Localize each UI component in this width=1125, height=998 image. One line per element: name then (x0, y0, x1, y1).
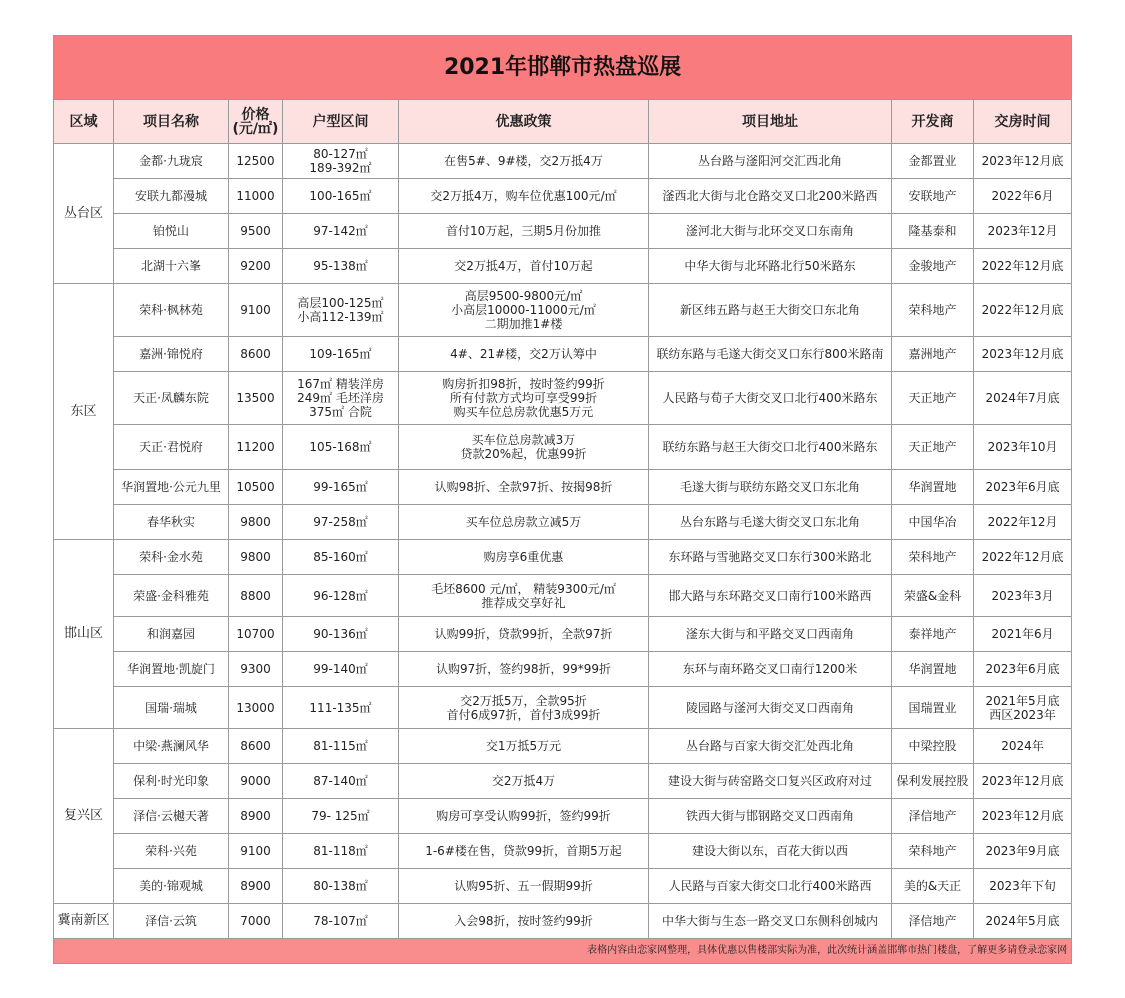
policy-cell (399, 869, 649, 904)
layout-cell (283, 652, 399, 687)
policy-cell-line: 小高层10000-11000元/㎡ (451, 303, 596, 317)
region-cell: 邯山区 (54, 540, 114, 729)
layout-cell (283, 904, 399, 939)
table-row (54, 214, 1072, 249)
layout-cell (283, 575, 399, 617)
price-cell: 10700 (229, 617, 283, 652)
project-name-cell: 泽信·云樾天著 (114, 799, 229, 834)
table-row (54, 337, 1072, 372)
layout-cell-line: 81-115㎡ (313, 739, 368, 753)
policy-cell (399, 652, 649, 687)
layout-cell (283, 425, 399, 470)
header-developer: 开发商 (892, 100, 974, 144)
project-name-cell: 嘉洲·锦悦府 (114, 337, 229, 372)
project-name-cell: 华润置地·公元九里 (114, 470, 229, 505)
price-cell: 9300 (229, 652, 283, 687)
header-policy: 优惠政策 (399, 100, 649, 144)
delivery-cell (974, 505, 1072, 540)
delivery-cell-line: 2022年12月 (987, 515, 1058, 529)
layout-cell (283, 470, 399, 505)
layout-cell (283, 687, 399, 729)
price-cell: 9500 (229, 214, 283, 249)
project-name-cell: 泽信·云筑 (114, 904, 229, 939)
policy-cell (399, 834, 649, 869)
delivery-cell-line: 2023年12月底 (981, 774, 1064, 788)
layout-cell (283, 284, 399, 337)
table-row (54, 505, 1072, 540)
layout-cell-line: 249㎡ 毛坯洋房 (297, 391, 384, 405)
delivery-cell-line: 西区2023年 (989, 707, 1056, 722)
price-cell: 8600 (229, 337, 283, 372)
address-cell: 丛台东路与毛遂大街交叉口东北角 (649, 505, 892, 540)
policy-cell (399, 249, 649, 284)
policy-cell-line: 交2万抵4万，首付10万起 (454, 259, 593, 273)
developer-cell: 荣科地产 (892, 540, 974, 575)
project-name-cell: 华润置地·凯旋门 (114, 652, 229, 687)
policy-cell-line: 1-6#楼在售，贷款99折，首期5万起 (425, 844, 622, 858)
policy-cell-line: 入会98折，按时签约99折 (454, 914, 593, 928)
layout-cell (283, 337, 399, 372)
price-cell: 11000 (229, 179, 283, 214)
price-cell: 11200 (229, 425, 283, 470)
table-row (54, 729, 1072, 764)
layout-cell (283, 869, 399, 904)
region-cell: 丛台区 (54, 144, 114, 284)
layout-cell (283, 799, 399, 834)
layout-cell-line: 105-168㎡ (309, 440, 372, 454)
delivery-cell-line: 2024年5月底 (985, 914, 1060, 928)
delivery-cell (974, 284, 1072, 337)
policy-cell (399, 799, 649, 834)
layout-cell (283, 764, 399, 799)
address-cell: 滏河北大街与北环交叉口东南角 (649, 214, 892, 249)
policy-cell-line: 认购99折，贷款99折，全款97折 (434, 627, 613, 641)
layout-cell-line: 99-165㎡ (313, 480, 368, 494)
policy-cell (399, 904, 649, 939)
developer-cell: 美的&天正 (892, 869, 974, 904)
address-cell: 人民路与百家大街交口北行400米路西 (649, 869, 892, 904)
project-name-cell: 春华秋实 (114, 505, 229, 540)
layout-cell-line: 109-165㎡ (309, 347, 372, 361)
page-title: 2021年邯郸市热盘巡展 (54, 36, 1072, 100)
price-cell: 7000 (229, 904, 283, 939)
policy-cell (399, 144, 649, 179)
policy-cell (399, 214, 649, 249)
region-cell: 东区 (54, 284, 114, 540)
address-cell: 联纺东路与毛遂大街交叉口东行800米路南 (649, 337, 892, 372)
policy-cell (399, 575, 649, 617)
delivery-cell-line: 2024年7月底 (985, 391, 1060, 405)
table-row (54, 687, 1072, 729)
header-name: 项目名称 (114, 100, 229, 144)
layout-cell-line: 81-118㎡ (313, 844, 368, 858)
delivery-cell-line: 2023年12月底 (981, 809, 1064, 823)
layout-cell-line: 85-160㎡ (313, 550, 368, 564)
delivery-cell-line: 2023年12月 (987, 224, 1058, 238)
developer-cell: 国瑞置业 (892, 687, 974, 729)
project-name-cell: 荣盛·金科雅苑 (114, 575, 229, 617)
developer-cell: 中国华冶 (892, 505, 974, 540)
header-price-line1: 价格 (241, 106, 270, 123)
address-cell: 建设大街与砖窑路交口复兴区政府对过 (649, 764, 892, 799)
project-name-cell: 荣科·枫林苑 (114, 284, 229, 337)
delivery-cell-line: 2023年10月 (987, 440, 1058, 454)
delivery-cell (974, 652, 1072, 687)
layout-cell (283, 179, 399, 214)
delivery-cell-line: 2023年9月底 (985, 844, 1060, 858)
delivery-cell-line: 2023年12月底 (981, 154, 1064, 168)
delivery-cell (974, 729, 1072, 764)
delivery-cell (974, 425, 1072, 470)
table-row (54, 540, 1072, 575)
project-name-cell: 保利·时光印象 (114, 764, 229, 799)
price-cell: 8900 (229, 869, 283, 904)
developer-cell: 保利发展控股 (892, 764, 974, 799)
policy-cell-line: 购房享6重优惠 (483, 550, 564, 564)
region-cell: 复兴区 (54, 729, 114, 904)
delivery-cell (974, 372, 1072, 425)
price-cell: 8800 (229, 575, 283, 617)
project-name-cell: 国瑞·瑞城 (114, 687, 229, 729)
developer-cell: 泰祥地产 (892, 617, 974, 652)
project-name-cell: 荣科·兴苑 (114, 834, 229, 869)
developer-cell: 安联地产 (892, 179, 974, 214)
layout-cell-line: 95-138㎡ (313, 259, 368, 273)
delivery-cell-line: 2022年6月 (991, 189, 1054, 203)
price-cell: 8600 (229, 729, 283, 764)
layout-cell-line: 96-128㎡ (313, 588, 368, 603)
address-cell: 陵园路与滏河大街交叉口西南角 (649, 687, 892, 729)
developer-cell: 隆基泰和 (892, 214, 974, 249)
layout-cell (283, 144, 399, 179)
delivery-cell-line: 2021年6月 (991, 627, 1054, 641)
policy-cell (399, 505, 649, 540)
policy-cell-line: 买车位总房款减3万 (471, 433, 576, 447)
policy-cell (399, 687, 649, 729)
address-cell: 邯大路与东环路交叉口南行100米路西 (649, 575, 892, 617)
footer-note: 表格内容由恋家网整理，具体优惠以售楼部实际为准，此次统计涵盖邯郸市热门楼盘，了解更多请登录恋家网 (54, 939, 1072, 964)
project-name-cell: 荣科·金水苑 (114, 540, 229, 575)
layout-cell (283, 729, 399, 764)
delivery-cell (974, 575, 1072, 617)
delivery-cell (974, 214, 1072, 249)
table-row (54, 425, 1072, 470)
table-row (54, 834, 1072, 869)
developer-cell: 金骏地产 (892, 249, 974, 284)
policy-cell (399, 372, 649, 425)
developer-cell: 金都置业 (892, 144, 974, 179)
delivery-cell (974, 799, 1072, 834)
project-name-cell: 安联九都漫城 (114, 179, 229, 214)
delivery-cell-line: 2023年3月 (991, 588, 1054, 603)
layout-cell-line: 375㎡ 合院 (309, 405, 372, 419)
developer-cell: 泽信地产 (892, 799, 974, 834)
header-price (229, 100, 283, 144)
policy-cell (399, 729, 649, 764)
layout-cell-line: 87-140㎡ (313, 774, 368, 788)
delivery-cell (974, 144, 1072, 179)
policy-cell (399, 617, 649, 652)
price-cell: 9000 (229, 764, 283, 799)
address-cell: 滏东大街与和平路交叉口西南角 (649, 617, 892, 652)
policy-cell-line: 认购95折、五一假期99折 (454, 879, 593, 893)
layout-cell-line: 小高112-139㎡ (297, 310, 384, 324)
table-row (54, 284, 1072, 337)
layout-cell-line: 100-165㎡ (309, 189, 372, 203)
layout-cell-line: 167㎡ 精装洋房 (297, 377, 384, 391)
layout-cell-line: 79- 125㎡ (311, 809, 370, 823)
policy-cell-line: 交1万抵5万元 (485, 739, 562, 753)
delivery-cell (974, 179, 1072, 214)
delivery-cell (974, 764, 1072, 799)
price-cell: 13000 (229, 687, 283, 729)
address-cell: 滏西北大街与北仓路交叉口北200米路西 (649, 179, 892, 214)
table-row (54, 575, 1072, 617)
region-cell: 冀南新区 (54, 904, 114, 939)
price-cell: 9200 (229, 249, 283, 284)
address-cell: 东环路与雪驰路交叉口东行300米路北 (649, 540, 892, 575)
developer-cell: 泽信地产 (892, 904, 974, 939)
price-cell: 9100 (229, 284, 283, 337)
layout-cell-line: 99-140㎡ (313, 662, 368, 676)
header-layout: 户型区间 (283, 100, 399, 144)
developer-cell: 中梁控股 (892, 729, 974, 764)
layout-cell (283, 834, 399, 869)
layout-cell (283, 249, 399, 284)
table-row (54, 249, 1072, 284)
layout-cell (283, 540, 399, 575)
project-name-cell: 北湖十六峯 (114, 249, 229, 284)
layout-cell (283, 617, 399, 652)
layout-cell-line: 189-392㎡ (309, 161, 372, 175)
layout-cell-line: 高层100-125㎡ (297, 296, 384, 310)
delivery-cell-line: 2023年下旬 (989, 879, 1056, 893)
project-name-cell: 和润嘉园 (114, 617, 229, 652)
table-row (54, 144, 1072, 179)
policy-cell-line: 贷款20%起，优惠99折 (460, 447, 587, 461)
layout-cell-line: 90-136㎡ (313, 627, 368, 641)
layout-cell-line: 97-258㎡ (313, 515, 368, 529)
address-cell: 新区纬五路与赵王大街交口东北角 (649, 284, 892, 337)
project-name-cell: 美的·锦观城 (114, 869, 229, 904)
table-row (54, 869, 1072, 904)
table-row (54, 179, 1072, 214)
project-name-cell: 天正·君悦府 (114, 425, 229, 470)
project-name-cell: 中梁·燕澜风华 (114, 729, 229, 764)
policy-cell-line: 首付6成97折，首付3成99折 (446, 707, 601, 722)
delivery-cell-line: 2023年6月底 (985, 662, 1060, 676)
policy-cell-line: 4#、21#楼，交2万认筹中 (450, 347, 597, 361)
address-cell: 中华大街与生态一路交叉口东侧科创城内 (649, 904, 892, 939)
header-region: 区域 (54, 100, 114, 144)
header-address: 项目地址 (649, 100, 892, 144)
policy-cell-line: 买车位总房款立减5万 (465, 515, 582, 529)
address-cell: 铁西大街与邯钢路交叉口西南角 (649, 799, 892, 834)
delivery-cell (974, 869, 1072, 904)
address-cell: 丛台路与百家大街交汇处西北角 (649, 729, 892, 764)
policy-cell-line: 交2万抵4万 (491, 774, 556, 788)
housing-table (53, 35, 1072, 964)
policy-cell (399, 540, 649, 575)
layout-cell (283, 372, 399, 425)
developer-cell: 荣科地产 (892, 284, 974, 337)
layout-cell-line: 97-142㎡ (313, 224, 368, 238)
delivery-cell-line: 2022年12月底 (981, 303, 1064, 317)
address-cell: 毛遂大街与联纺东路交叉口东北角 (649, 470, 892, 505)
layout-cell-line: 111-135㎡ (309, 700, 372, 715)
table-row (54, 904, 1072, 939)
policy-cell-line: 购买车位总房款优惠5万元 (453, 405, 594, 419)
address-cell: 联纺东路与赵王大街交口北行400米路东 (649, 425, 892, 470)
delivery-cell (974, 687, 1072, 729)
address-cell: 人民路与荀子大街交叉口北行400米路东 (649, 372, 892, 425)
policy-cell (399, 470, 649, 505)
developer-cell: 天正地产 (892, 372, 974, 425)
table-row (54, 799, 1072, 834)
delivery-cell (974, 617, 1072, 652)
price-cell: 9100 (229, 834, 283, 869)
developer-cell: 荣科地产 (892, 834, 974, 869)
delivery-cell-line: 2022年12月底 (981, 259, 1064, 273)
price-cell: 9800 (229, 505, 283, 540)
header-price-line2: (元/㎡) (232, 120, 279, 137)
address-cell: 中华大街与北环路北行50米路东 (649, 249, 892, 284)
policy-cell-line: 认购98折、全款97折、按揭98折 (434, 480, 613, 494)
policy-cell (399, 337, 649, 372)
policy-cell-line: 在售5#、9#楼，交2万抵4万 (444, 154, 603, 168)
price-cell: 12500 (229, 144, 283, 179)
table-row (54, 617, 1072, 652)
developer-cell: 华润置地 (892, 470, 974, 505)
header-delivery: 交房时间 (974, 100, 1072, 144)
policy-cell-line: 推荐成交享好礼 (481, 595, 566, 610)
policy-cell-line: 毛坯8600 元/㎡， 精装9300元/㎡ (431, 581, 616, 596)
layout-cell-line: 80-127㎡ (313, 147, 368, 161)
policy-cell-line: 二期加推1#楼 (484, 317, 563, 331)
project-name-cell: 铂悦山 (114, 214, 229, 249)
project-name-cell: 天正·凤麟东院 (114, 372, 229, 425)
policy-cell-line: 交2万抵4万，购车位优惠100元/㎡ (430, 189, 617, 203)
developer-cell: 荣盛&金科 (892, 575, 974, 617)
delivery-cell (974, 470, 1072, 505)
policy-cell-line: 所有付款方式均可享受99折 (449, 391, 598, 405)
delivery-cell-line: 2021年5月底 (985, 693, 1060, 708)
developer-cell: 华润置地 (892, 652, 974, 687)
policy-cell (399, 425, 649, 470)
policy-cell (399, 284, 649, 337)
policy-cell-line: 认购97折，签约98折，99*99折 (435, 662, 612, 676)
address-cell: 丛台路与滏阳河交汇西北角 (649, 144, 892, 179)
policy-cell-line: 购房折扣98折，按时签约99折 (442, 377, 605, 391)
delivery-cell (974, 904, 1072, 939)
layout-cell-line: 80-138㎡ (313, 879, 368, 893)
layout-cell (283, 505, 399, 540)
policy-cell-line: 购房可享受认购99折，签约99折 (436, 809, 611, 823)
price-cell: 8900 (229, 799, 283, 834)
table-row (54, 764, 1072, 799)
table-row (54, 652, 1072, 687)
project-name-cell: 金都·九珑宸 (114, 144, 229, 179)
price-cell: 13500 (229, 372, 283, 425)
developer-cell: 天正地产 (892, 425, 974, 470)
policy-cell-line: 交2万抵5万，全款95折 (460, 693, 587, 708)
table-row (54, 470, 1072, 505)
policy-cell-line: 首付10万起，三期5月份加推 (446, 224, 601, 238)
developer-cell: 嘉洲地产 (892, 337, 974, 372)
price-cell: 10500 (229, 470, 283, 505)
price-cell: 9800 (229, 540, 283, 575)
table-row (54, 372, 1072, 425)
address-cell: 建设大街以东，百花大街以西 (649, 834, 892, 869)
delivery-cell-line: 2024年 (1001, 739, 1044, 753)
delivery-cell (974, 834, 1072, 869)
address-cell: 东环与南环路交叉口南行1200米 (649, 652, 892, 687)
policy-cell-line: 高层9500-9800元/㎡ (464, 289, 583, 303)
delivery-cell (974, 540, 1072, 575)
delivery-cell-line: 2023年12月底 (981, 347, 1064, 361)
layout-cell-line: 78-107㎡ (313, 914, 368, 928)
delivery-cell (974, 337, 1072, 372)
layout-cell (283, 214, 399, 249)
delivery-cell-line: 2022年12月底 (981, 550, 1064, 564)
policy-cell (399, 179, 649, 214)
listing-sheet (53, 35, 1071, 964)
policy-cell (399, 764, 649, 799)
delivery-cell (974, 249, 1072, 284)
delivery-cell-line: 2023年6月底 (985, 480, 1060, 494)
